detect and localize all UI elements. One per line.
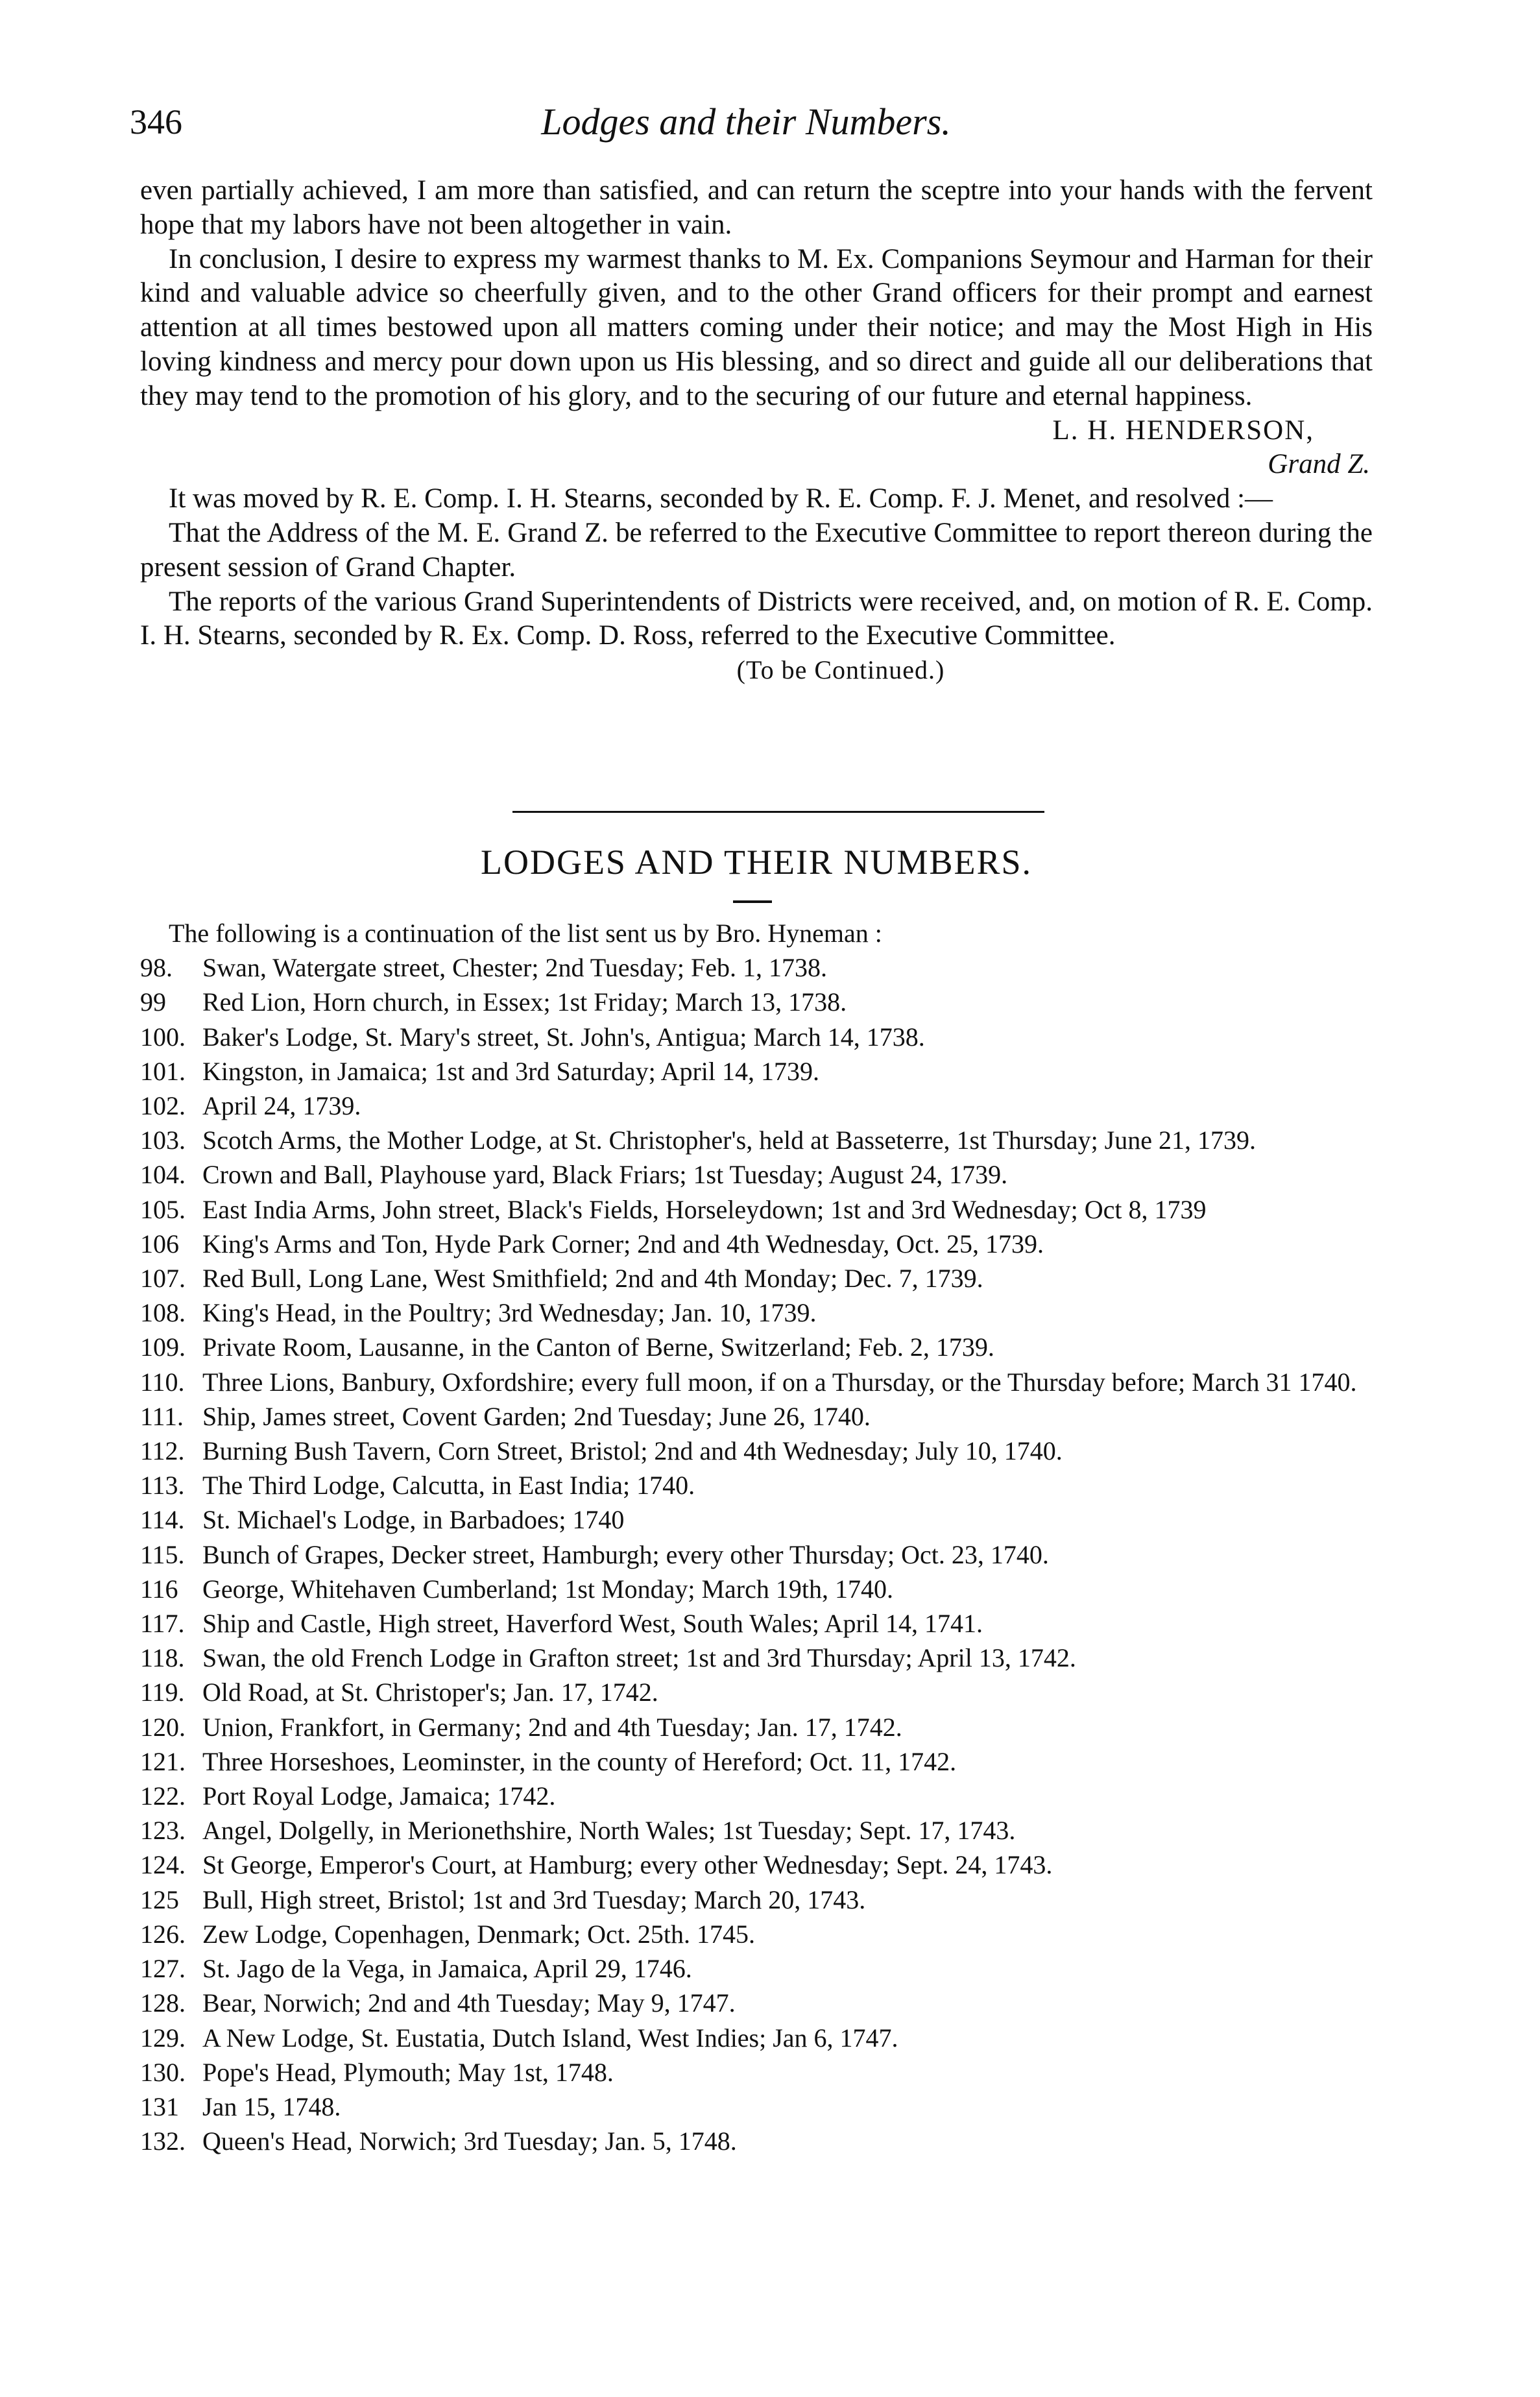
section-divider (512, 811, 1044, 813)
lodge-number: 115. (140, 1539, 185, 1569)
lodge-number: 110. (140, 1367, 185, 1397)
paragraph: The reports of the various Grand Superintendents of Districts were received, and, on motion of R. E. Comp. I. H. Stearns, seconded by R. Ex. Comp. D. Ross, referred to the Executive Committee. (140, 586, 1373, 651)
lodge-entry (140, 1848, 1373, 1882)
body-text (140, 174, 1373, 688)
lodge-description: Queen's Head, Norwich; 3rd Tuesday; Jan. 5, 1748. (202, 2126, 737, 2156)
lodge-number: 103. (140, 1126, 186, 1155)
lodge-description: Pope's Head, Plymouth; May 1st, 1748. (202, 2057, 614, 2087)
lodge-description: Red Bull, Long Lane, West Smithfield; 2nd and 4th Monday; Dec. 7, 1739. (202, 1264, 983, 1294)
lodge-entry (140, 1813, 1373, 1848)
lodge-number: 105. (140, 1194, 186, 1224)
lodge-description: Swan, Watergate street, Chester; 2nd Tuesday; Feb. 1, 1738. (202, 953, 827, 983)
lodge-entry (140, 985, 1373, 1019)
paragraph: even partially achieved, I am more than satisfied, and can return the sceptre into your hands with the fervent hope that my labors have not been altogether in vain. (140, 175, 1373, 240)
running-title: Lodges and their Numbers. (541, 101, 951, 143)
lodge-number: 107. (140, 1264, 186, 1294)
lodge-number: 121. (140, 1746, 186, 1776)
lodge-description: Union, Frankfort, in Germany; 2nd and 4th Tuesday; Jan. 17, 1742. (202, 1712, 902, 1742)
lodge-description: Ship, James street, Covent Garden; 2nd Tuesday; June 26, 1740. (202, 1401, 871, 1431)
lodge-number: 99 (140, 987, 166, 1017)
lodge-number: 130. (140, 2057, 186, 2087)
lodge-number: 111. (140, 1401, 184, 1431)
lodge-entry (140, 1192, 1373, 1227)
lodge-entry (140, 1675, 1373, 1709)
lodge-description: St. Michael's Lodge, in Barbadoes; 1740 (202, 1505, 625, 1535)
lodge-entry (140, 1537, 1373, 1572)
lodge-entry (140, 950, 1373, 985)
lodge-number: 112. (140, 1436, 185, 1466)
signature-role: Grand Z. (1268, 449, 1370, 480)
to-be-continued-note: (To be Continued.) (736, 655, 945, 685)
lodge-entry (140, 1157, 1373, 1192)
lodge-entry (140, 1883, 1373, 1917)
lodge-description: Bear, Norwich; 2nd and 4th Tuesday; May 9, 1747. (202, 1988, 736, 2018)
lodge-entry (140, 1020, 1373, 1054)
lodge-number: 114. (140, 1505, 185, 1535)
lodge-entry (140, 1434, 1373, 1468)
lodge-description: Private Room, Lausanne, in the Canton of Berne, Switzerland; Feb. 2, 1739. (202, 1332, 994, 1362)
lodge-description: East India Arms, John street, Black's Fields, Horseleydown; 1st and 3rd Wednesday; Oct 8, 1739 (202, 1194, 1207, 1224)
page-header (130, 96, 1362, 148)
lodge-entry (140, 2021, 1373, 2055)
lodge-description: Burning Bush Tavern, Corn Street, Bristol; 2nd and 4th Wednesday; July 10, 1740. (202, 1436, 1063, 1466)
lodge-number: 126. (140, 1919, 186, 1949)
lodge-description: Kingston, in Jamaica; 1st and 3rd Saturday; April 14, 1739. (202, 1056, 819, 1086)
lodge-description: King's Arms and Ton, Hyde Park Corner; 2nd and 4th Wednesday, Oct. 25, 1739. (202, 1229, 1044, 1259)
signature-name: L. H. HENDERSON, (1052, 415, 1314, 446)
lodge-description: Angel, Dolgelly, in Merionethshire, North Wales; 1st Tuesday; Sept. 17, 1743. (202, 1816, 1016, 1846)
lodge-items (140, 950, 1373, 2158)
section-title: LODGES AND THEIR NUMBERS. (480, 843, 1033, 882)
lodge-entry (140, 1261, 1373, 1295)
lodge-number: 120. (140, 1712, 186, 1742)
lodge-number: 117. (140, 1609, 185, 1639)
lodge-number: 119. (140, 1678, 185, 1707)
lodge-description: King's Head, in the Poultry; 3rd Wednesday; Jan. 10, 1739. (202, 1298, 817, 1328)
lodge-entry (140, 1089, 1373, 1123)
lodge-description: St George, Emperor's Court, at Hamburg; every other Wednesday; Sept. 24, 1743. (202, 1850, 1053, 1880)
lodge-entry (140, 1606, 1373, 1641)
lodge-number: 122. (140, 1781, 186, 1811)
lodge-entry (140, 2124, 1373, 2158)
lodge-description: Red Lion, Horn church, in Essex; 1st Friday; March 13, 1738. (202, 987, 847, 1017)
lodge-entry (140, 1330, 1373, 1364)
lodge-number: 118. (140, 1643, 185, 1673)
title-underline (733, 900, 772, 903)
lodge-number: 108. (140, 1298, 186, 1328)
lodge-entry (140, 1502, 1373, 1537)
lodge-entry (140, 1744, 1373, 1779)
lodge-entry (140, 1779, 1373, 1813)
lodge-number: 101. (140, 1056, 186, 1086)
lodge-description: Crown and Ball, Playhouse yard, Black Friars; 1st Tuesday; August 24, 1739. (202, 1160, 1008, 1190)
lodge-entry (140, 1572, 1373, 1606)
lodge-number: 127. (140, 1954, 186, 1984)
lodge-entry (140, 1399, 1373, 1434)
lodge-number: 106 (140, 1229, 179, 1259)
lodge-number: 132. (140, 2126, 186, 2156)
lodge-entry (140, 1986, 1373, 2020)
lodge-number: 131 (140, 2091, 179, 2121)
lodge-number: 104. (140, 1160, 186, 1190)
lodge-entry (140, 2090, 1373, 2124)
lodge-entry (140, 1641, 1373, 1675)
lodge-entry (140, 1365, 1373, 1399)
lodge-description: Bull, High street, Bristol; 1st and 3rd Tuesday; March 20, 1743. (202, 1885, 866, 1914)
lodge-description: Three Lions, Banbury, Oxfordshire; every full moon, if on a Thursday, or the Thursday before; March 31 1740. (202, 1367, 1357, 1397)
lodge-description: St. Jago de la Vega, in Jamaica, April 29, 1746. (202, 1954, 692, 1984)
lodge-entry (140, 1123, 1373, 1157)
lodge-entry (140, 1917, 1373, 1951)
lodge-description: Jan 15, 1748. (202, 2091, 341, 2121)
paragraph: In conclusion, I desire to express my warmest thanks to M. Ex. Companions Seymour and Harman for their kind and valuable advice so cheerfully given, and to the other Grand officers for their prompt and earnest attention at all times bestowed upon all matters coming under their notice; and may the Most High in His loving kindness and mercy pour down upon us His blessing, and so direct and guide all our deliberations that they may tend to the promotion of his glory, and to the securing of our future and eternal happiness. (140, 243, 1373, 411)
lodge-description: Baker's Lodge, St. Mary's street, St. John's, Antigua; March 14, 1738. (202, 1022, 925, 1052)
lodge-number: 123. (140, 1816, 186, 1846)
lodge-description: A New Lodge, St. Eustatia, Dutch Island, West Indies; Jan 6, 1747. (202, 2023, 898, 2053)
lodge-entry (140, 1468, 1373, 1502)
lodge-description: April 24, 1739. (202, 1091, 361, 1121)
lodge-number: 125 (140, 1885, 179, 1914)
lodge-description: Old Road, at St. Christoper's; Jan. 17, 1742. (202, 1678, 658, 1707)
paragraph: It was moved by R. E. Comp. I. H. Stearns, seconded by R. E. Comp. F. J. Menet, and resolved :— (169, 483, 1273, 514)
lodge-description: Swan, the old French Lodge in Grafton street; 1st and 3rd Thursday; April 13, 1742. (202, 1643, 1076, 1673)
lodge-description: The Third Lodge, Calcutta, in East India; 1740. (202, 1471, 695, 1500)
paragraph: That the Address of the M. E. Grand Z. be referred to the Executive Committee to report thereon during the present session of Grand Chapter. (140, 517, 1373, 583)
lodge-entry (140, 2055, 1373, 2090)
lodge-number: 128. (140, 1988, 186, 2018)
lodge-number: 102. (140, 1091, 186, 1121)
lodge-number: 116 (140, 1574, 178, 1604)
lodge-number: 100. (140, 1022, 186, 1052)
lodge-entry (140, 1227, 1373, 1261)
lodge-description: Zew Lodge, Copenhagen, Denmark; Oct. 25th. 1745. (202, 1919, 756, 1949)
lodge-entry (140, 1710, 1373, 1744)
lodge-number: 124. (140, 1850, 186, 1880)
lodge-entry (140, 1951, 1373, 1986)
page-number: 346 (130, 102, 182, 141)
lodge-description: Scotch Arms, the Mother Lodge, at St. Christopher's, held at Basseterre, 1st Thursday; June 21, 1739. (202, 1126, 1257, 1155)
list-intro: The following is a continuation of the list sent us by Bro. Hyneman : (169, 919, 882, 948)
lodge-description: Three Horseshoes, Leominster, in the county of Hereford; Oct. 11, 1742. (202, 1746, 957, 1776)
lodge-entry (140, 1054, 1373, 1089)
lodge-list (140, 916, 1373, 2158)
lodge-number: 109. (140, 1332, 186, 1362)
lodge-description: Bunch of Grapes, Decker street, Hamburgh; every other Thursday; Oct. 23, 1740. (202, 1539, 1049, 1569)
lodge-description: Ship and Castle, High street, Haverford West, South Wales; April 14, 1741. (202, 1609, 983, 1639)
lodge-description: George, Whitehaven Cumberland; 1st Monday; March 19th, 1740. (202, 1574, 893, 1604)
lodge-number: 129. (140, 2023, 186, 2053)
lodge-number: 113. (140, 1471, 185, 1500)
lodge-entry (140, 1295, 1373, 1330)
lodge-number: 98. (140, 953, 173, 983)
lodge-description: Port Royal Lodge, Jamaica; 1742. (202, 1781, 556, 1811)
